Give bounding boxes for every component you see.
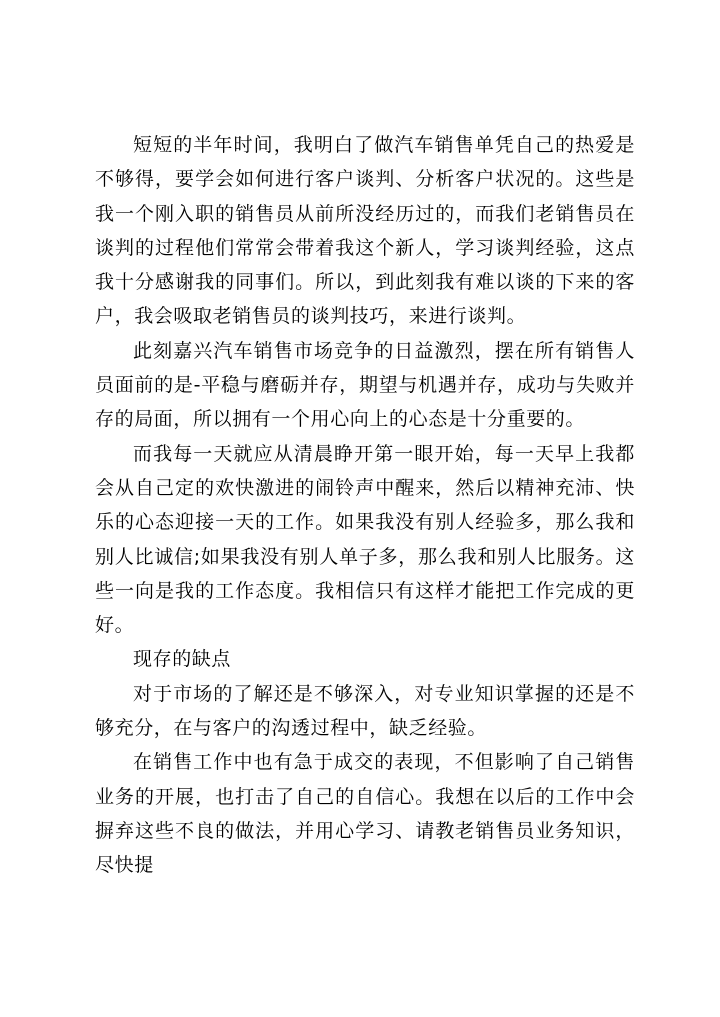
document-body	[95, 128, 635, 883]
paragraph-market-knowledge: 对于市场的了解还是不够深入，对专业知识掌握的还是不够充分，在与客户的沟透过程中，缺乏经验。	[95, 682, 635, 740]
section-heading-shortcomings: 现存的缺点	[133, 648, 232, 671]
paragraph-improvement-plan: 在销售工作中也有急于成交的表现，不但影响了自己销售业务的开展，也打击了自己的自信心。我想在以后的工作中会摒弃这些不良的做法，并用心学习、请教老销售员业务知识，尽快提	[95, 751, 635, 877]
paragraph-sales-experience: 短短的半年时间，我明白了做汽车销售单凭自己的热爱是不够得，要学会如何进行客户谈判、分析客户状况的。这些是我一个刚入职的销售员从前所没经历过的，而我们老销售员在谈判的过程他们常常会带着我这个新人，学习谈判经验，这点我十分感谢我的同事们。所以，到此刻我有难以谈的下来的客户，我会吸取老销售员的谈判技巧，来进行谈判。	[95, 134, 635, 328]
paragraph-work-attitude: 而我每一天就应从清晨睁开第一眼开始，每一天早上我都会从自己定的欢快激进的闹铃声中醒来，然后以精神充沛、快乐的心态迎接一天的工作。如果我没有别人经验多，那么我和别人比诚信;如果我没有别人单子多，那么我和别人比服务。这些一向是我的工作态度。我相信只有这样才能把工作完成的更好。	[95, 442, 635, 637]
paragraph-market-competition: 此刻嘉兴汽车销售市场竞争的日益激烈，摆在所有销售人员面前的是-平稳与磨砺并存，期望与机遇并存，成功与失败并存的局面，所以拥有一个用心向上的心态是十分重要的。	[95, 339, 635, 431]
